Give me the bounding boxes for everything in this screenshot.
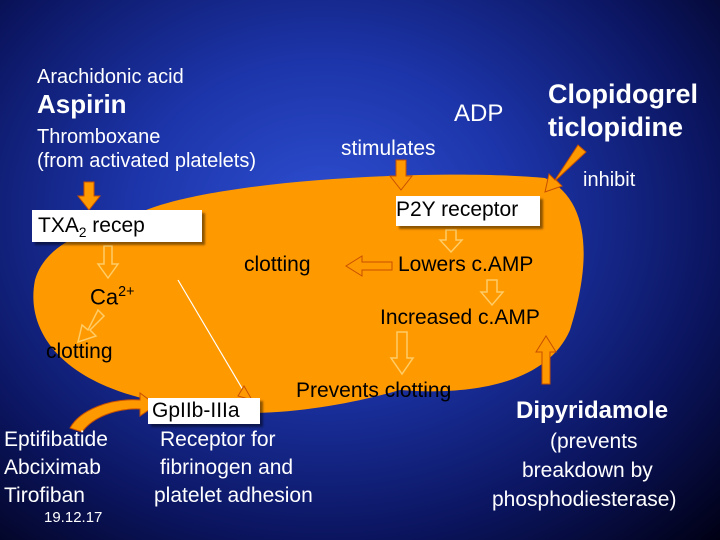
drug-eptifibatide: Eptifibatide xyxy=(4,428,108,451)
clotting-center-label: clotting xyxy=(244,253,311,276)
thromboxane-source-label: (from activated platelets) xyxy=(37,150,256,172)
arrow-ca-clotting xyxy=(78,310,104,342)
txa2-receptor-label: $TXA_2$ recep xyxy=(38,214,145,241)
arrow-dipyridamole-camp xyxy=(536,336,556,384)
prevents-clotting-label: Prevents clotting xyxy=(296,379,452,402)
line-ca-gp xyxy=(178,280,246,395)
date-label: 19.12.17 xyxy=(44,509,103,526)
dipyridamole-phosphodiesterase: phosphodiesterase) xyxy=(492,488,677,511)
gp-receptor-for-label: Receptor for xyxy=(160,428,276,451)
p2y-receptor-label: P2Y receptor xyxy=(396,198,519,221)
arrow-thromboxane-txa2 xyxy=(78,182,100,210)
gp-fibrinogen-label: fibrinogen and xyxy=(160,456,294,479)
arrow-clopidogrel-p2y xyxy=(545,145,586,192)
calcium-label: $Ca^{2+}$ xyxy=(90,284,135,310)
stimulates-label: stimulates xyxy=(341,137,436,160)
dipyridamole-prevents: (prevents xyxy=(550,430,638,453)
aspirin-label: Aspirin xyxy=(37,89,127,119)
arrow-adp-p2y xyxy=(390,160,412,190)
drug-tirofiban: Tirofiban xyxy=(4,484,85,507)
arrow-increased-prevents xyxy=(391,332,413,374)
gp-adhesion-label: platelet adhesion xyxy=(154,484,313,507)
ticlopidine-label: ticlopidine xyxy=(548,112,683,142)
gp-receptor-label: GpIIb-IIIa xyxy=(152,399,240,422)
clotting-left-label: clotting xyxy=(46,340,113,363)
clopidogrel-label: Clopidogrel xyxy=(548,79,698,109)
arrow-lowers-increased xyxy=(481,280,503,305)
dipyridamole-label: Dipyridamole xyxy=(516,397,669,424)
arachidonic-acid-label: Arachidonic acid xyxy=(37,66,184,88)
adp-label: ADP xyxy=(454,100,504,127)
increased-camp-label: Increased c.AMP xyxy=(380,306,540,329)
arrow-txa2-ca xyxy=(98,246,118,278)
arrow-drugs-gp xyxy=(70,393,156,432)
inhibit-label: inhibit xyxy=(583,169,636,191)
drug-abciximab: Abciximab xyxy=(4,456,101,479)
lowers-camp-label: Lowers c.AMP xyxy=(398,253,534,276)
arrow-p2y-camp xyxy=(440,230,462,252)
thromboxane-label: Thromboxane xyxy=(37,126,161,148)
dipyridamole-breakdown: breakdown by xyxy=(522,459,653,482)
arrow-camp-clotting xyxy=(346,256,392,276)
